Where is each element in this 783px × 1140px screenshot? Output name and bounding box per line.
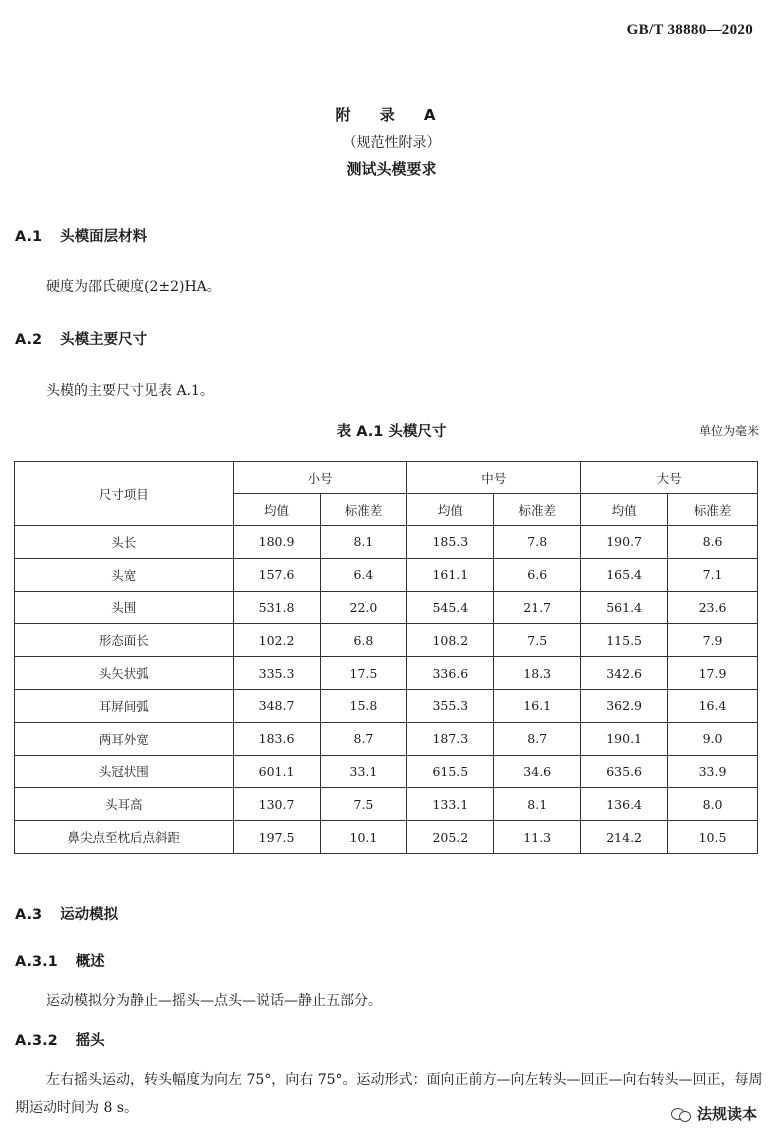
cell-value: 635.6: [581, 755, 668, 788]
cell-value: 6.4: [320, 558, 407, 591]
watermark-text: 法规读本: [696, 1105, 757, 1123]
dimensions-table: [14, 461, 758, 854]
section-number: A.3: [15, 907, 43, 923]
row-label: 头宽: [15, 558, 234, 591]
table-row: [15, 657, 758, 690]
cell-value: 7.5: [320, 788, 407, 821]
table-row: [15, 558, 758, 591]
table-row: [15, 788, 758, 821]
cell-value: 8.1: [320, 526, 407, 559]
cell-value: 157.6: [233, 558, 320, 591]
cell-value: 336.6: [407, 657, 494, 690]
annex-title: 附 录 A: [335, 106, 448, 124]
section-number: A.1: [15, 229, 43, 245]
cell-value: 205.2: [407, 821, 494, 854]
table-row: [15, 755, 758, 788]
row-label: 头冠状围: [15, 755, 234, 788]
row-label: 两耳外宽: [15, 722, 234, 755]
section-title: 头模主要尺寸: [60, 332, 148, 348]
cell-value: 130.7: [233, 788, 320, 821]
annex-subtitle: （规范性附录）: [342, 135, 441, 151]
cell-value: 9.0: [668, 722, 758, 755]
section-a32-body: 左右摇头运动，转头幅度为向左 75°，向右 75°。运动形式：面向正前方—向左转头—回正—向右转头—回正，每周期运动时间为 8 s。: [15, 1072, 763, 1116]
group-header-medium: 中号: [407, 462, 581, 494]
standard-code: GB/T 38880—2020: [626, 22, 753, 38]
cell-value: 531.8: [233, 591, 320, 624]
section-title: 概述: [75, 954, 105, 970]
table-header-row: [15, 462, 758, 494]
cell-value: 197.5: [233, 821, 320, 854]
section-a31-body: 运动模拟分为静止—摇头—点头—说话—静止五部分。: [46, 993, 382, 1009]
cell-value: 161.1: [407, 558, 494, 591]
cell-value: 6.8: [320, 624, 407, 657]
cell-value: 7.5: [494, 624, 581, 657]
cell-value: 348.7: [233, 689, 320, 722]
section-a1-body: 硬度为邵氏硬度(2±2)HA。: [46, 279, 221, 295]
cell-value: 561.4: [581, 591, 668, 624]
cell-value: 11.3: [494, 821, 581, 854]
cell-value: 16.4: [668, 689, 758, 722]
section-number: A.2: [15, 332, 43, 348]
row-label: 形态面长: [15, 624, 234, 657]
cell-value: 21.7: [494, 591, 581, 624]
table-caption: 表 A.1 头模尺寸: [336, 424, 447, 440]
table-unit: 单位为毫米: [698, 424, 759, 438]
cell-value: 8.0: [668, 788, 758, 821]
cell-value: 615.5: [407, 755, 494, 788]
section-number: A.3.2: [15, 1033, 58, 1049]
group-header-small: 小号: [233, 462, 407, 494]
cell-value: 10.5: [668, 821, 758, 854]
table-row: [15, 624, 758, 657]
cell-value: 115.5: [581, 624, 668, 657]
cell-value: 17.5: [320, 657, 407, 690]
cell-value: 18.3: [494, 657, 581, 690]
cell-value: 355.3: [407, 689, 494, 722]
cell-value: 7.8: [494, 526, 581, 559]
subheader-mean: 均值: [233, 494, 320, 526]
row-label: 头长: [15, 526, 234, 559]
group-header-large: 大号: [581, 462, 758, 494]
section-title: 头模面层材料: [60, 229, 148, 245]
cell-value: 165.4: [581, 558, 668, 591]
section-a3-heading: [15, 903, 118, 924]
cell-value: 601.1: [233, 755, 320, 788]
cell-value: 8.7: [494, 722, 581, 755]
cell-value: 214.2: [581, 821, 668, 854]
table-row: [15, 821, 758, 854]
cell-value: 102.2: [233, 624, 320, 657]
section-title: 摇头: [75, 1033, 105, 1049]
watermark: [671, 1103, 757, 1124]
cell-value: 545.4: [407, 591, 494, 624]
item-header: 尺寸项目: [15, 462, 234, 526]
cell-value: 33.1: [320, 755, 407, 788]
cell-value: 335.3: [233, 657, 320, 690]
table-row: [15, 689, 758, 722]
cell-value: 16.1: [494, 689, 581, 722]
row-label: 头耳高: [15, 788, 234, 821]
wechat-icon: [671, 1106, 691, 1122]
cell-value: 15.8: [320, 689, 407, 722]
section-a2-heading: [15, 328, 147, 349]
cell-value: 190.7: [581, 526, 668, 559]
cell-value: 17.9: [668, 657, 758, 690]
subheader-mean: 均值: [581, 494, 668, 526]
cell-value: 22.0: [320, 591, 407, 624]
row-label: 头矢状弧: [15, 657, 234, 690]
row-label: 耳屏间弧: [15, 689, 234, 722]
section-a31-heading: [15, 950, 105, 971]
cell-value: 187.3: [407, 722, 494, 755]
cell-value: 23.6: [668, 591, 758, 624]
cell-value: 6.6: [494, 558, 581, 591]
cell-value: 33.9: [668, 755, 758, 788]
section-a1-heading: [15, 225, 147, 246]
cell-value: 10.1: [320, 821, 407, 854]
row-label: 头围: [15, 591, 234, 624]
cell-value: 180.9: [233, 526, 320, 559]
cell-value: 342.6: [581, 657, 668, 690]
cell-value: 183.6: [233, 722, 320, 755]
table-row: [15, 722, 758, 755]
row-label: 鼻尖点至枕后点斜距: [15, 821, 234, 854]
cell-value: 8.1: [494, 788, 581, 821]
table-row: [15, 591, 758, 624]
cell-value: 190.1: [581, 722, 668, 755]
cell-value: 185.3: [407, 526, 494, 559]
cell-value: 7.1: [668, 558, 758, 591]
subheader-sd: 标准差: [494, 494, 581, 526]
cell-value: 8.6: [668, 526, 758, 559]
subheader-sd: 标准差: [320, 494, 407, 526]
cell-value: 34.6: [494, 755, 581, 788]
cell-value: 8.7: [320, 722, 407, 755]
section-number: A.3.1: [15, 954, 58, 970]
cell-value: 108.2: [407, 624, 494, 657]
table-row: [15, 526, 758, 559]
annex-name: 测试头模要求: [346, 160, 437, 178]
section-a2-body: 头模的主要尺寸见表 A.1。: [46, 383, 214, 399]
cell-value: 133.1: [407, 788, 494, 821]
section-title: 运动模拟: [60, 907, 119, 923]
section-a32-heading: [15, 1029, 105, 1050]
subheader-sd: 标准差: [668, 494, 758, 526]
cell-value: 136.4: [581, 788, 668, 821]
cell-value: 7.9: [668, 624, 758, 657]
subheader-mean: 均值: [407, 494, 494, 526]
cell-value: 362.9: [581, 689, 668, 722]
